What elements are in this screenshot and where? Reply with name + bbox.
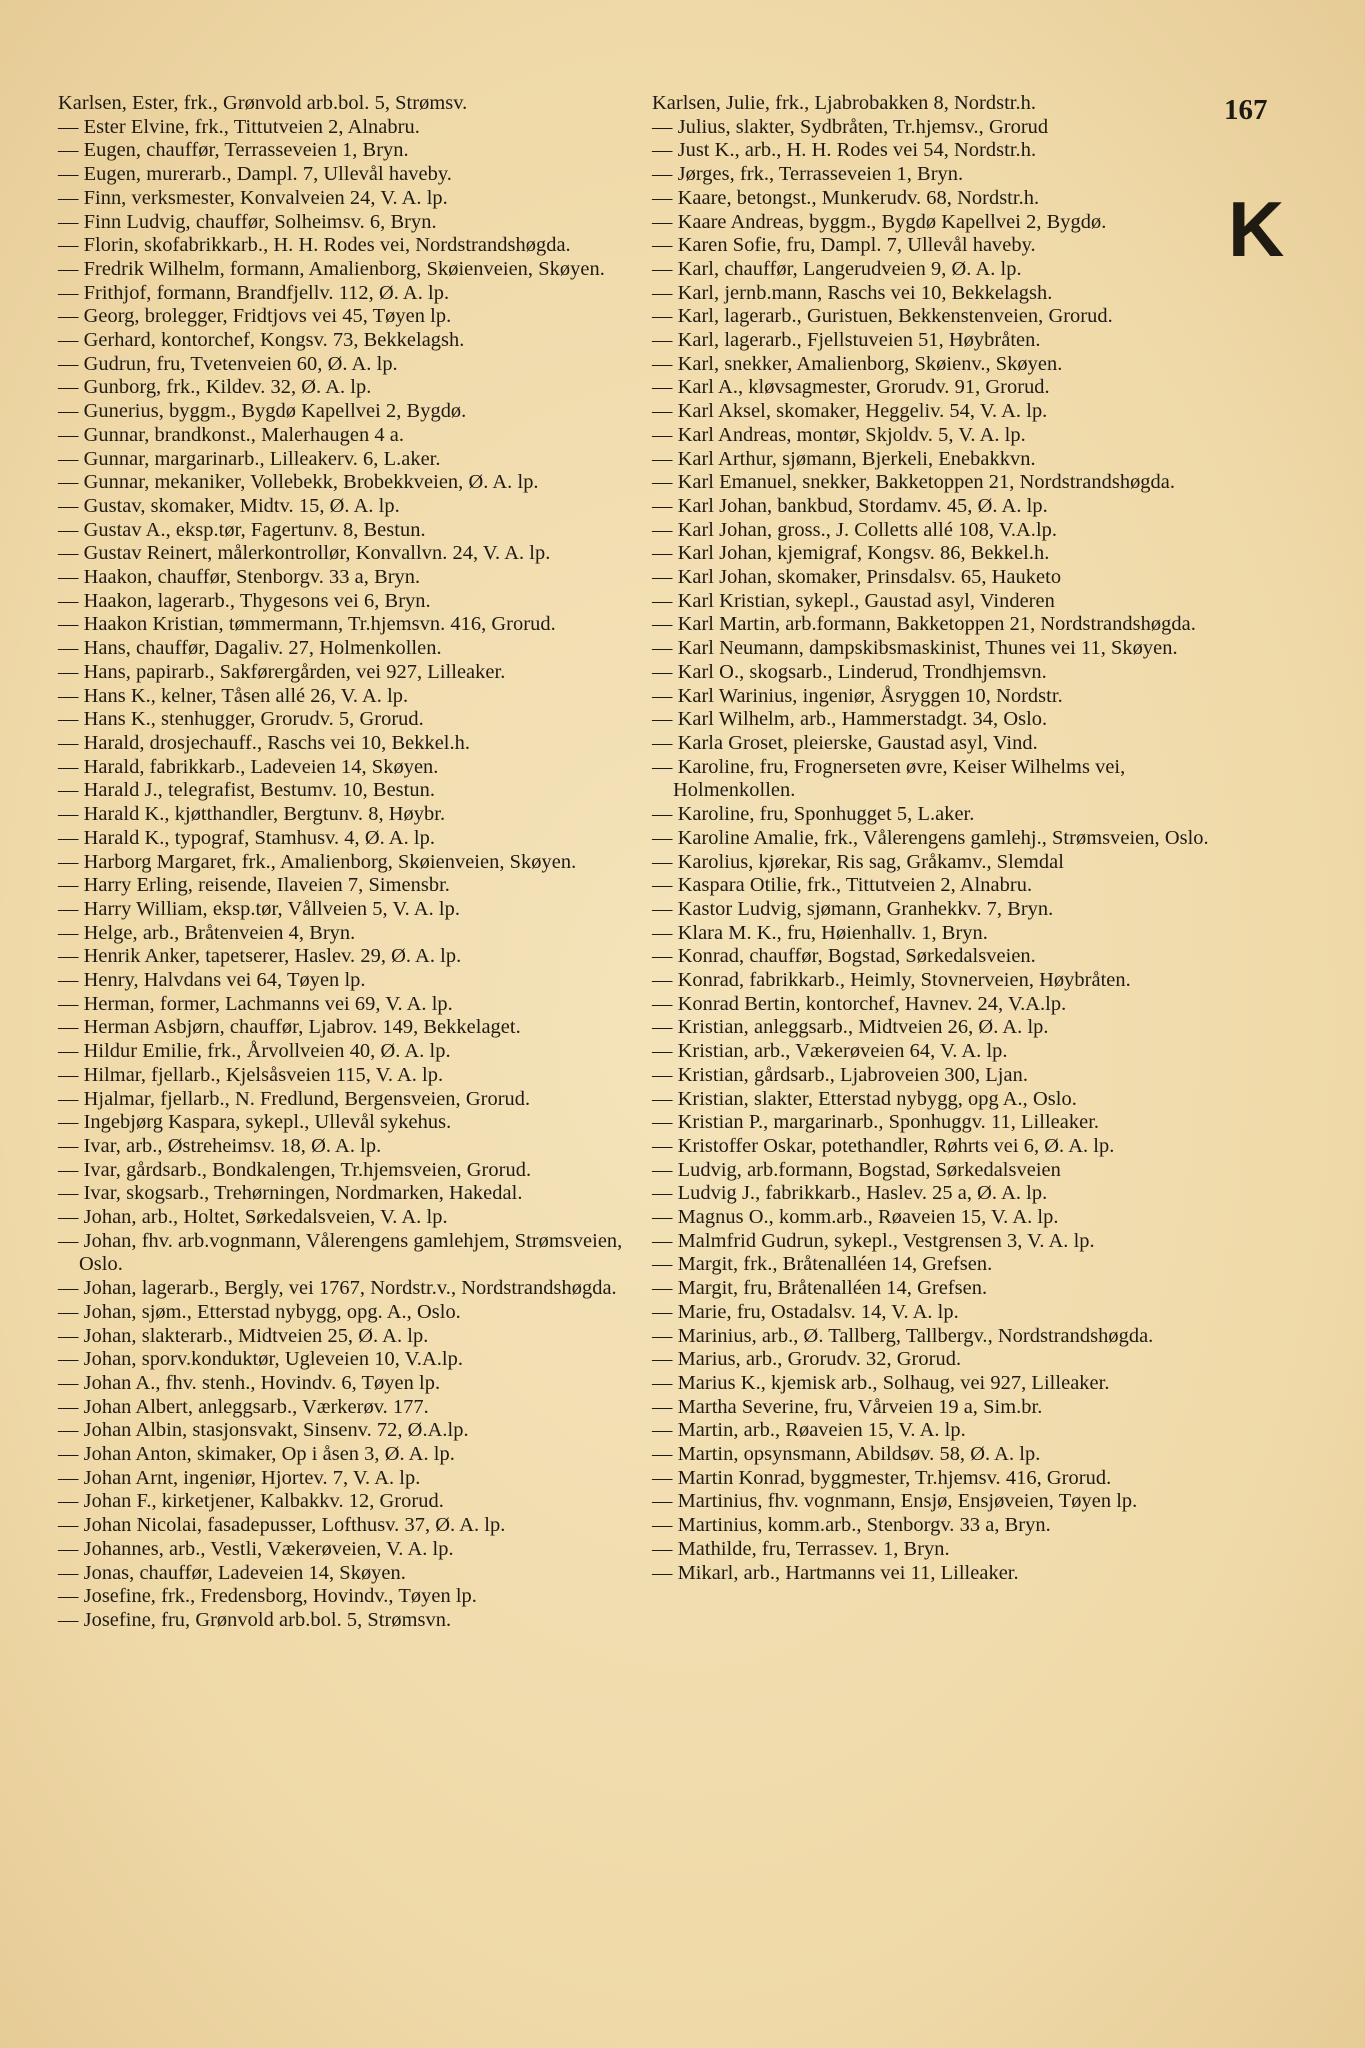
- directory-entry: — Karl Johan, skomaker, Prinsdalsv. 65, Hauketo: [652, 566, 1062, 589]
- directory-entry: — Eugen, murerarb., Dampl. 7, Ullevål haveby.: [58, 163, 452, 186]
- directory-entry: — Ivar, skogsarb., Trehørningen, Nordmarken, Hakedal.: [58, 1182, 523, 1205]
- directory-entry: — Gunnar, margarinarb., Lilleakerv. 6, L.aker.: [58, 447, 441, 470]
- directory-entry: — Karla Groset, pleierske, Gaustad asyl, Vind.: [652, 731, 1038, 754]
- directory-entry: — Karl Andreas, montør, Skjoldv. 5, V. A. lp.: [652, 423, 1026, 446]
- directory-entry: — Haakon, lagerarb., Thygesons vei 6, Bryn.: [58, 589, 431, 612]
- directory-entry: — Gustav A., eksp.tør, Fagertunv. 8, Bestun.: [58, 518, 426, 541]
- directory-entry: — Karl O., skogsarb., Linderud, Trondhjemsvn.: [652, 660, 1047, 683]
- directory-entry: — Herman Asbjørn, chauffør, Ljabrov. 149, Bekkelaget.: [58, 1016, 521, 1039]
- directory-entry: — Harborg Margaret, frk., Amalienborg, Skøienveien, Skøyen.: [58, 850, 577, 873]
- directory-entry: — Malmfrid Gudrun, sykepl., Vestgrensen 3, V. A. lp.: [652, 1229, 1095, 1252]
- directory-entry: — Kaare Andreas, byggm., Bygdø Kapellvei 2, Bygdø.: [652, 210, 1107, 233]
- directory-entry: — Johan Albin, stasjonsvakt, Sinsenv. 72, Ø.A.lp.: [58, 1419, 469, 1442]
- directory-entry: — Johan Albert, anleggsarb., Værkerøv. 177.: [58, 1395, 429, 1418]
- directory-entry: — Karl Wilhelm, arb., Hammerstadgt. 34, Oslo.: [652, 708, 1048, 731]
- directory-entry: — Martin, opsynsmann, Abildsøv. 58, Ø. A. lp.: [652, 1443, 1041, 1466]
- directory-entry: — Karl, lagerarb., Guristuen, Bekkenstenveien, Grorud.: [652, 305, 1113, 328]
- directory-entry: — Karl Kristian, sykepl., Gaustad asyl, Vinderen: [652, 589, 1055, 612]
- directory-entry: — Kastor Ludvig, sjømann, Granhekkv. 7, Bryn.: [652, 897, 1054, 920]
- directory-entry: — Karl Johan, bankbud, Stordamv. 45, Ø. A. lp.: [652, 494, 1048, 517]
- directory-entry: — Mathilde, fru, Terrassev. 1, Bryn.: [652, 1537, 950, 1560]
- directory-entry: — Kristian, gårdsarb., Ljabroveien 300, Ljan.: [652, 1063, 1028, 1086]
- directory-entry: — Gerhard, kontorchef, Kongsv. 73, Bekkelagsh.: [58, 329, 465, 352]
- directory-entry: — Henrik Anker, tapetserer, Haslev. 29, Ø. A. lp.: [58, 945, 462, 968]
- directory-entry: — Karl, chauffør, Langerudveien 9, Ø. A. lp.: [652, 257, 1022, 280]
- directory-entry: — Gudrun, fru, Tvetenveien 60, Ø. A. lp.: [58, 352, 398, 375]
- directory-entry: — Georg, brolegger, Fridtjovs vei 45, Tøyen lp.: [58, 305, 452, 328]
- directory-entry: — Kristian P., margarinarb., Sponhuggv. 11, Lilleaker.: [652, 1111, 1100, 1134]
- directory-entry: — Josefine, fru, Grønvold arb.bol. 5, Strømsvn.: [58, 1609, 452, 1631]
- directory-entry: — Karl A., kløvsagmester, Grorudv. 91, Grorud.: [652, 376, 1050, 399]
- directory-entry: — Finn Ludvig, chauffør, Solheimsv. 6, Bryn.: [58, 210, 437, 233]
- directory-entry: — Helge, arb., Bråtenveien 4, Bryn.: [58, 921, 356, 944]
- directory-entry: — Herman, former, Lachmanns vei 69, V. A. lp.: [58, 992, 453, 1015]
- directory-entry: — Marie, fru, Ostadalsv. 14, V. A. lp.: [652, 1300, 959, 1323]
- directory-entry: — Karl Emanuel, snekker, Bakketoppen 21, Nordstrandshøgda.: [652, 471, 1176, 494]
- directory-entry: — Karl Warinius, ingeniør, Åsryggen 10, Nordstr.: [652, 684, 1063, 707]
- directory-entry: — Finn, verksmester, Konvalveien 24, V. A. lp.: [58, 186, 448, 209]
- directory-entry: — Karl, snekker, Amalienborg, Skøienv., Skøyen.: [652, 352, 1063, 375]
- directory-entry: — Haakon Kristian, tømmermann, Tr.hjemsvn. 416, Grorud.: [58, 613, 556, 636]
- directory-entry: — Frithjof, formann, Brandfjellv. 112, Ø. A. lp.: [58, 281, 450, 304]
- directory-entry: — Konrad, fabrikkarb., Heimly, Stovnerveien, Høybråten.: [652, 969, 1131, 992]
- directory-entry: — Johan, sporv.konduktør, Ugleveien 10, V.A.lp.: [58, 1348, 463, 1371]
- right-column: [652, 92, 1220, 1585]
- directory-entry: — Karoline, fru, Frognerseten øvre, Keiser Wilhelms vei, Holmenkollen.: [652, 755, 1126, 802]
- directory-entry: — Marius K., kjemisk arb., Solhaug, vei 927, Lilleaker.: [652, 1371, 1110, 1394]
- directory-entry: — Henry, Halvdans vei 64, Tøyen lp.: [58, 969, 366, 992]
- directory-entry: — Gustav Reinert, målerkontrollør, Konvallvn. 24, V. A. lp.: [58, 542, 551, 565]
- directory-entry: — Johan A., fhv. stenh., Hovindv. 6, Tøyen lp.: [58, 1371, 441, 1394]
- directory-entry: — Kristian, slakter, Etterstad nybygg, opg A., Oslo.: [652, 1087, 1077, 1110]
- directory-entry: — Kristoffer Oskar, potethandler, Røhrts vei 6, Ø. A. lp.: [652, 1134, 1115, 1157]
- directory-entry: — Hilmar, fjellarb., Kjelsåsveien 115, V. A. lp.: [58, 1063, 444, 1086]
- directory-entry: — Johannes, arb., Vestli, Vækerøveien, V. A. lp.: [58, 1537, 454, 1560]
- directory-entry: — Johan, sjøm., Etterstad nybygg, opg. A., Oslo.: [58, 1300, 461, 1323]
- directory-entry: — Kaspara Otilie, frk., Tittutveien 2, Alnabru.: [652, 874, 1033, 897]
- directory-entry: — Karl Martin, arb.formann, Bakketoppen 21, Nordstrandshøgda.: [652, 613, 1196, 636]
- directory-entry: — Harald, drosjechauff., Raschs vei 10, Bekkel.h.: [58, 731, 471, 754]
- directory-entry: — Hans, chauffør, Dagaliv. 27, Holmenkollen.: [58, 637, 442, 660]
- directory-entry: — Konrad Bertin, kontorchef, Havnev. 24, V.A.lp.: [652, 992, 1067, 1015]
- directory-entry: — Martin, arb., Røaveien 15, V. A. lp.: [652, 1419, 966, 1442]
- directory-entry: — Kristian, arb., Vækerøveien 64, V. A. lp.: [652, 1040, 1008, 1063]
- directory-entry: — Karl Aksel, skomaker, Heggeliv. 54, V. A. lp.: [652, 400, 1048, 423]
- directory-entry: — Harald K., kjøtthandler, Bergtunv. 8, Høybr.: [58, 803, 446, 826]
- directory-entry: — Fredrik Wilhelm, formann, Amalienborg, Skøienveien, Skøyen.: [58, 257, 605, 280]
- directory-entry: — Mikarl, arb., Hartmanns vei 11, Lilleaker.: [652, 1561, 1019, 1584]
- directory-entry: — Harry William, eksp.tør, Vållveien 5, V. A. lp.: [58, 897, 460, 920]
- directory-entry: — Kaare, betongst., Munkerudv. 68, Nordstr.h.: [652, 186, 1040, 209]
- directory-entry: — Klara M. K., fru, Høienhallv. 1, Bryn.: [652, 921, 988, 944]
- directory-entry: — Konrad, chauffør, Bogstad, Sørkedalsveien.: [652, 945, 1036, 968]
- directory-entry: — Margit, fru, Bråtenalléen 14, Grefsen.: [652, 1277, 988, 1300]
- directory-entry: — Karoline, fru, Sponhugget 5, L.aker.: [652, 803, 975, 826]
- directory-entry: — Johan F., kirketjener, Kalbakkv. 12, Grorud.: [58, 1490, 444, 1513]
- directory-entry: — Gunnar, brandkonst., Malerhaugen 4 a.: [58, 423, 404, 446]
- directory-entry: — Jørges, frk., Terrasseveien 1, Bryn.: [652, 163, 964, 186]
- directory-entry: — Ester Elvine, frk., Tittutveien 2, Alnabru.: [58, 115, 420, 138]
- directory-entry: — Just K., arb., H. H. Rodes vei 54, Nordstr.h.: [652, 139, 1037, 162]
- directory-entry: — Karolius, kjørekar, Ris sag, Gråkamv., Slemdal: [652, 850, 1064, 873]
- directory-entry: — Karl Neumann, dampskibsmaskinist, Thunes vei 11, Skøyen.: [652, 637, 1178, 660]
- page-number: 167: [1224, 94, 1268, 126]
- section-letter: K: [1228, 185, 1285, 273]
- directory-entry: — Karl Arthur, sjømann, Bjerkeli, Enebakkvn.: [652, 447, 1036, 470]
- directory-entry: — Martinius, komm.arb., Stenborgv. 33 a, Bryn.: [652, 1514, 1051, 1537]
- directory-entry: — Ludvig J., fabrikkarb., Haslev. 25 a, Ø. A. lp.: [652, 1182, 1048, 1205]
- directory-entry: — Karoline Amalie, frk., Vålerengens gamlehj., Strømsveien, Oslo.: [652, 826, 1209, 849]
- directory-entry: — Haakon, chauffør, Stenborgv. 33 a, Bryn.: [58, 566, 421, 589]
- directory-entry: Karlsen, Ester, frk., Grønvold arb.bol. 5, Strømsv.: [58, 92, 468, 114]
- directory-entry: — Johan, fhv. arb.vognmann, Vålerengens gamlehjem, Strømsveien, Oslo.: [58, 1229, 623, 1276]
- directory-entry: — Magnus O., komm.arb., Røaveien 15, V. A. lp.: [652, 1206, 1059, 1229]
- directory-entry: — Hildur Emilie, frk., Årvollveien 40, Ø. A. lp.: [58, 1040, 451, 1063]
- directory-entry: — Gunerius, byggm., Bygdø Kapellvei 2, Bygdø.: [58, 400, 467, 423]
- directory-entry: — Johan Arnt, ingeniør, Hjortev. 7, V. A. lp.: [58, 1466, 421, 1489]
- directory-entry: — Josefine, frk., Fredensborg, Hovindv., Tøyen lp.: [58, 1585, 477, 1608]
- directory-entry: Karlsen, Julie, frk., Ljabrobakken 8, Nordstr.h.: [652, 92, 1037, 114]
- directory-entry: — Martha Severine, fru, Vårveien 19 a, Sim.br.: [652, 1395, 1043, 1418]
- directory-entry: — Johan, arb., Holtet, Sørkedalsveien, V. A. lp.: [58, 1206, 448, 1229]
- directory-entry: — Gunborg, frk., Kildev. 32, Ø. A. lp.: [58, 376, 372, 399]
- directory-entry: — Marinius, arb., Ø. Tallberg, Tallbergv., Nordstrandshøgda.: [652, 1324, 1154, 1347]
- directory-entry: — Eugen, chauffør, Terrasseveien 1, Bryn.: [58, 139, 409, 162]
- directory-entry: — Karl, lagerarb., Fjellstuveien 51, Høybråten.: [652, 329, 1041, 352]
- directory-entry: — Marius, arb., Grorudv. 32, Grorud.: [652, 1348, 962, 1371]
- left-column: [58, 92, 638, 1633]
- directory-entry: — Johan Nicolai, fasadepusser, Lofthusv. 37, Ø. A. lp.: [58, 1514, 506, 1537]
- directory-entry: — Gunnar, mekaniker, Vollebekk, Brobekkveien, Ø. A. lp.: [58, 471, 539, 494]
- directory-entry: — Johan Anton, skimaker, Op i åsen 3, Ø. A. lp.: [58, 1443, 455, 1466]
- directory-entry: — Ingebjørg Kaspara, sykepl., Ullevål sykehus.: [58, 1111, 452, 1134]
- directory-entry: — Karl, jernb.mann, Raschs vei 10, Bekkelagsh.: [652, 281, 1053, 304]
- directory-entry: — Hans K., stenhugger, Grorudv. 5, Grorud.: [58, 708, 424, 731]
- directory-entry: — Kristian, anleggsarb., Midtveien 26, Ø. A. lp.: [652, 1016, 1049, 1039]
- directory-entry: — Harald, fabrikkarb., Ladeveien 14, Skøyen.: [58, 755, 439, 778]
- directory-entry: — Jonas, chauffør, Ladeveien 14, Skøyen.: [58, 1561, 406, 1584]
- directory-entry: — Gustav, skomaker, Midtv. 15, Ø. A. lp.: [58, 494, 400, 517]
- directory-entry: — Harry Erling, reisende, Ilaveien 7, Simensbr.: [58, 874, 450, 897]
- directory-entry: — Ivar, arb., Østreheimsv. 18, Ø. A. lp.: [58, 1134, 382, 1157]
- directory-entry: — Martinius, fhv. vognmann, Ensjø, Ensjøveien, Tøyen lp.: [652, 1490, 1138, 1513]
- directory-entry: — Hans K., kelner, Tåsen allé 26, V. A. lp.: [58, 684, 409, 707]
- directory-entry: — Martin Konrad, byggmester, Tr.hjemsv. 416, Grorud.: [652, 1466, 1112, 1489]
- directory-entry: — Johan, slakterarb., Midtveien 25, Ø. A. lp.: [58, 1324, 429, 1347]
- directory-entry: — Margit, frk., Bråtenalléen 14, Grefsen.: [652, 1253, 993, 1276]
- directory-entry: — Harald K., typograf, Stamhusv. 4, Ø. A. lp.: [58, 826, 435, 849]
- directory-entry: — Hans, papirarb., Sakførergården, vei 927, Lilleaker.: [58, 660, 506, 683]
- directory-entry: — Harald J., telegrafist, Bestumv. 10, Bestun.: [58, 779, 436, 802]
- directory-entry: — Karen Sofie, fru, Dampl. 7, Ullevål haveby.: [652, 234, 1036, 257]
- directory-entry: — Florin, skofabrikkarb., H. H. Rodes vei, Nordstrandshøgda.: [58, 234, 571, 257]
- directory-entry: — Johan, lagerarb., Bergly, vei 1767, Nordstr.v., Nordstrandshøgda.: [58, 1277, 617, 1300]
- directory-entry: — Ludvig, arb.formann, Bogstad, Sørkedalsveien: [652, 1158, 1061, 1181]
- directory-entry: — Karl Johan, kjemigraf, Kongsv. 86, Bekkel.h.: [652, 542, 1050, 565]
- directory-entry: — Ivar, gårdsarb., Bondkalengen, Tr.hjemsveien, Grorud.: [58, 1158, 532, 1181]
- directory-entry: — Hjalmar, fjellarb., N. Fredlund, Bergensveien, Grorud.: [58, 1087, 531, 1110]
- directory-entry: — Karl Johan, gross., J. Colletts allé 108, V.A.lp.: [652, 518, 1058, 541]
- directory-entry: — Julius, slakter, Sydbråten, Tr.hjemsv., Grorud: [652, 115, 1049, 138]
